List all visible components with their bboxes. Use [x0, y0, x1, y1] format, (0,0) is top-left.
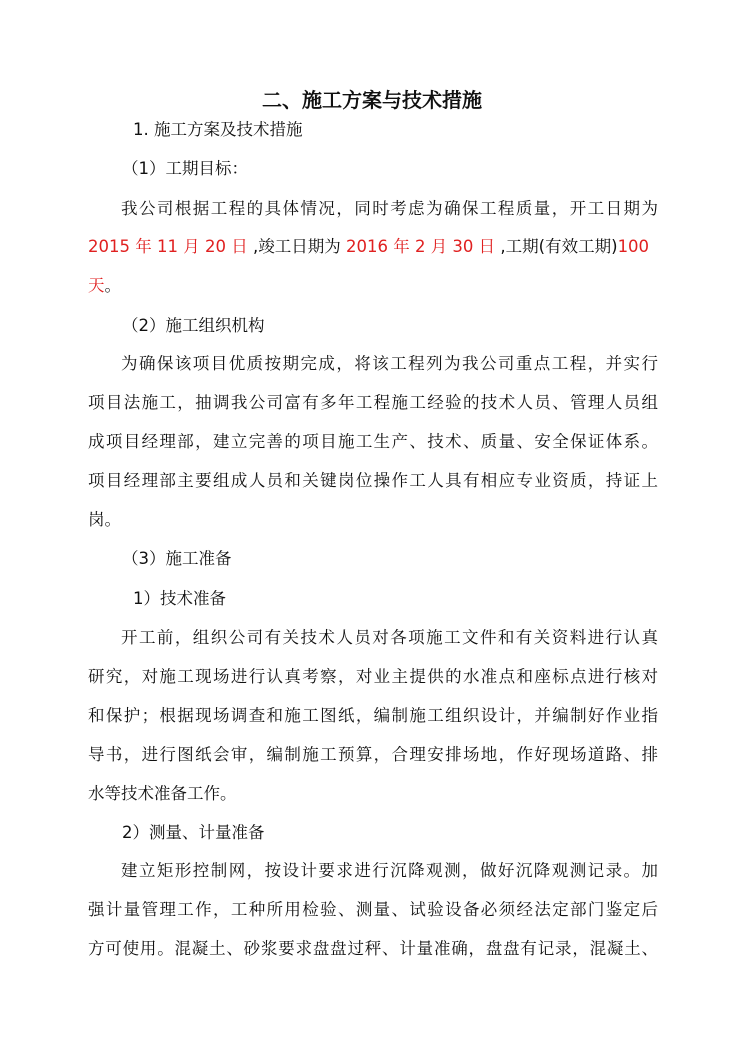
- paragraph-line: 岗。: [88, 510, 121, 529]
- start-date: 2015 年 11 月 20 日: [88, 237, 248, 256]
- paragraph-line: 水等技术准备工作。: [88, 784, 237, 803]
- subheading-organization: （2）施工组织机构: [122, 316, 265, 335]
- paragraph-line: 研究，对施工现场进行认真考察，对业主提供的水准点和座标点进行核对: [88, 667, 658, 686]
- section-heading: 1. 施工方案及技术措施: [133, 120, 303, 139]
- paragraph-line: 为确保该项目优质按期完成，将该工程列为我公司重点工程，并实行: [121, 354, 658, 373]
- paragraph-line: 项目法施工，抽调我公司富有多年工程施工经验的技术人员、管理人员组: [88, 393, 658, 412]
- paragraph-line: 导书，进行图纸会审，编制施工预算，合理安排场地，作好现场道路、排: [88, 745, 658, 764]
- paragraph-line: [88, 275, 121, 297]
- paragraph-line: 项目经理部主要组成人员和关键岗位操作工人具有相应专业资质，持证上: [88, 471, 658, 490]
- days-unit: 天: [88, 276, 105, 295]
- period: 。: [104, 276, 121, 295]
- paragraph-line: 开工前，组织公司有关技术人员对各项施工文件和有关资料进行认真: [121, 628, 658, 647]
- paragraph-line: 建立矩形控制网，按设计要求进行沉降观测，做好沉降观测记录。加: [121, 861, 658, 880]
- subheading-schedule: （1）工期目标：: [122, 159, 248, 178]
- paragraph-line: 强计量管理工作，工种所用检验、测量、试验设备必须经法定部门鉴定后: [88, 900, 658, 919]
- end-date: 2016 年 2 月 30 日: [345, 237, 496, 256]
- paragraph-line: [88, 236, 649, 258]
- paragraph-line: 和保护；根据现场调查和施工图纸，编制施工组织设计，并编制好作业指: [88, 706, 658, 725]
- duration-days: 100: [617, 237, 650, 256]
- paragraph-line: 成项目经理部，建立完善的项目施工生产、技术、质量、安全保证体系。: [88, 432, 658, 451]
- subheading-technical: 1）技术准备: [133, 589, 226, 608]
- text: ,工期(有效工期): [495, 237, 618, 256]
- paragraph-line: 方可使用。混凝土、砂浆要求盘盘过秤、计量准确，盘盘有记录，混凝土、: [88, 939, 658, 958]
- paragraph-line: 我公司根据工程的具体情况，同时考虑为确保工程质量，开工日期为: [121, 199, 658, 218]
- text: ,竣工日期为: [247, 237, 346, 256]
- subheading-preparation: （3）施工准备: [122, 549, 232, 568]
- page-title: 二、施工方案与技术措施: [262, 88, 482, 112]
- subheading-measurement: 2）测量、计量准备: [122, 823, 265, 842]
